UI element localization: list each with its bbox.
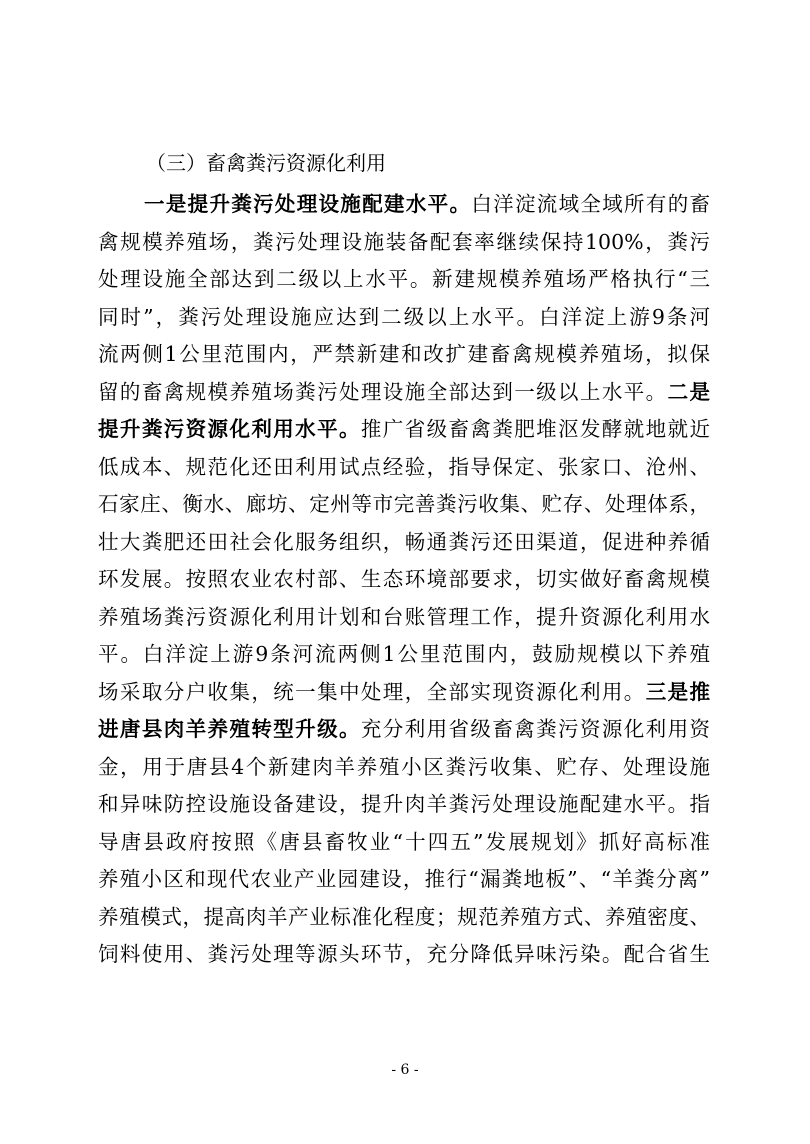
text-line <box>98 261 710 299</box>
line-text: 金，用于唐县4个新建肉羊养殖小区粪污收集、贮存、处理设施 <box>98 754 710 779</box>
text-line <box>98 336 710 374</box>
text-line <box>98 486 710 524</box>
line-text: 平。白洋淀上游9条河流两侧1公里范围内，鼓励规模以下养殖 <box>98 642 710 666</box>
line-text: 低成本、规范化还田利用试点经验，指导保定、张家口、沧州、 <box>98 454 710 479</box>
bold-lead-phrase: 提升粪污资源化利用水平。 <box>98 417 361 441</box>
line-text: 饲料使用、粪污处理等源头环节，充分降低异味污染。配合省生 <box>98 942 710 966</box>
page-number: - 6 - <box>391 1062 419 1078</box>
text-line <box>98 224 710 262</box>
line-text: 处理设施全部达到二级以上水平。新建规模养殖场严格执行“三 <box>98 267 710 291</box>
text-line <box>98 711 710 749</box>
text-line <box>98 674 710 712</box>
line-text: 壮大粪肥还田社会化服务组织，畅通粪污还田渠道，促进种养循 <box>98 529 710 554</box>
bold-lead-phrase: 进唐县肉羊养殖转型升级。 <box>98 717 361 741</box>
text-line <box>98 374 710 412</box>
text-line <box>98 561 710 599</box>
line-text: 养殖小区和现代农业产业园建设，推行“漏粪地板”、“羊粪分离” <box>98 867 710 891</box>
text-line <box>98 786 710 824</box>
text-line <box>98 524 710 562</box>
line-text: 同时”，粪污处理设施应达到二级以上水平。白洋淀上游9条河 <box>98 304 710 329</box>
bold-lead-phrase: 一是提升粪污处理设施配建水平。 <box>144 192 472 216</box>
text-line <box>98 824 710 862</box>
text-line <box>98 749 710 787</box>
text-line <box>98 936 710 974</box>
line-text: 养殖场粪污资源化利用计划和台账管理工作，提升资源化利用水 <box>98 604 710 629</box>
text-line <box>98 299 710 337</box>
bold-trailing-phrase: 三是推 <box>645 679 711 704</box>
line-text: 推广省级畜禽粪肥堆沤发酵就地就近 <box>360 417 711 441</box>
text-line <box>98 636 710 674</box>
line-text: 导唐县政府按照《唐县畜牧业“十四五”发展规划》抓好高标准 <box>98 829 710 854</box>
line-text: 留的畜禽规模养殖场粪污处理设施全部达到一级以上水平。 <box>98 379 668 404</box>
text-line <box>98 186 710 224</box>
line-text: 环发展。按照农业农村部、生态环境部要求，切实做好畜禽规模 <box>98 567 710 591</box>
bold-trailing-phrase: 二是 <box>667 379 711 404</box>
body-text <box>98 186 710 974</box>
line-text: 场采取分户收集，统一集中处理，全部实现资源化利用。 <box>98 679 646 704</box>
text-line <box>98 861 710 899</box>
line-text: 禽规模养殖场，粪污处理设施装备配套率继续保持100%，粪污 <box>98 229 710 254</box>
line-text: 流两侧1公里范围内，严禁新建和改扩建畜禽规模养殖场，拟保 <box>98 342 710 366</box>
text-line <box>98 899 710 937</box>
text-line <box>98 411 710 449</box>
line-text: 养殖模式，提高肉羊产业标准化程度；规范养殖方式、养殖密度、 <box>98 904 710 929</box>
line-text: 充分利用省级畜禽粪污资源化利用资 <box>360 717 711 741</box>
text-line <box>98 599 710 637</box>
section-heading: （三）畜禽粪污资源化利用 <box>146 151 386 175</box>
line-text: 白洋淀流域全域所有的畜 <box>471 192 711 216</box>
line-text: 石家庄、衡水、廊坊、定州等市完善粪污收集、贮存、处理体系， <box>98 492 710 516</box>
text-line <box>98 449 710 487</box>
line-text: 和异味防控设施设备建设，提升肉羊粪污处理设施配建水平。指 <box>98 792 710 816</box>
